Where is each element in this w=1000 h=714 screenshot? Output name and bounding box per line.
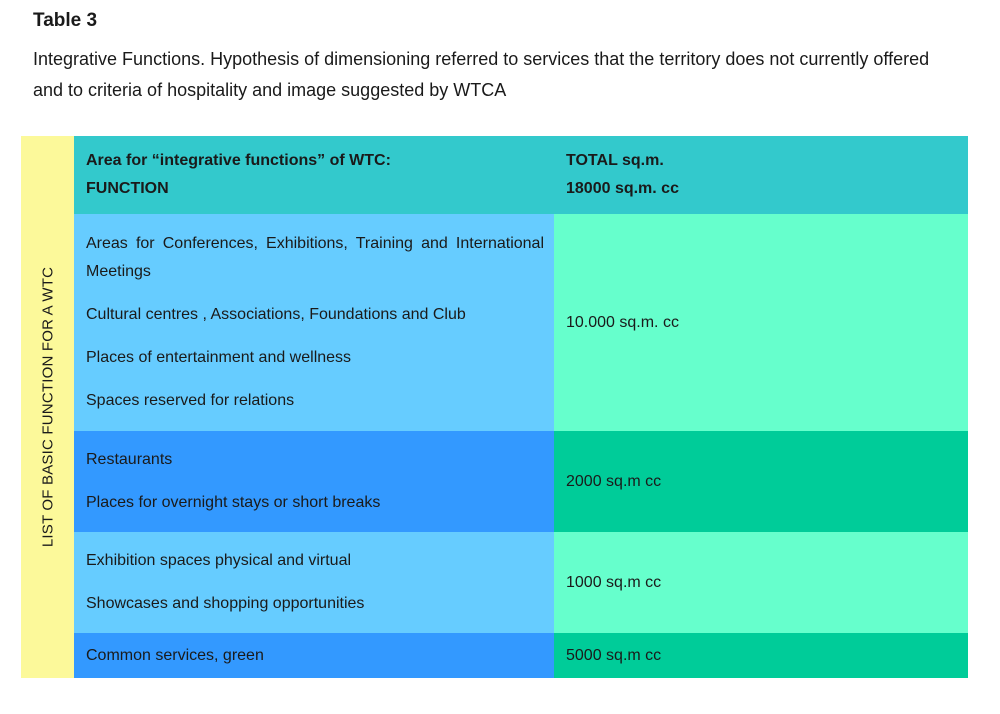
side-column: [21, 136, 74, 678]
function-item: Exhibition spaces physical and virtual: [86, 552, 352, 569]
function-item: Places for overnight stays or short breaks: [86, 494, 381, 511]
area-value: 1000 sq.m cc: [566, 573, 662, 591]
area-value: 2000 sq.m cc: [566, 472, 662, 490]
function-item: Spaces reserved for relations: [86, 392, 295, 409]
table-title: Table 3: [33, 10, 98, 31]
header-function-line2: FUNCTION: [86, 180, 169, 197]
header-function-cell: [74, 136, 554, 214]
header-total-line1: TOTAL sq.m.: [566, 152, 664, 169]
area-value: 10.000 sq.m. cc: [566, 313, 679, 331]
function-cell: [74, 214, 554, 431]
area-cell: [554, 214, 968, 431]
header-total-cell: [554, 136, 968, 214]
table-grid: [74, 136, 968, 678]
table-row: [74, 431, 968, 532]
area-cell: [554, 431, 968, 532]
function-cell: [74, 431, 554, 532]
table-caption: Integrative Functions. Hypothesis of dimensioning referred to services that the territory does not currently offered and to criteria of hospitality and image suggested by WTCA: [33, 49, 930, 100]
function-item: Showcases and shopping opportunities: [86, 595, 365, 612]
table-row: [74, 214, 968, 431]
function-item: Restaurants: [86, 451, 173, 468]
table-row: [74, 532, 968, 633]
function-cell: [74, 633, 554, 678]
area-cell: [554, 532, 968, 633]
function-item: Areas for Conferences, Exhibitions, Training and International Meetings: [86, 235, 544, 280]
side-label: LIST OF BASIC FUNCTION FOR A WTC: [39, 266, 56, 548]
header-function-line1: Area for “integrative functions” of WTC:: [86, 152, 391, 169]
function-cell: [74, 532, 554, 633]
functions-table: [21, 136, 968, 678]
area-cell: [554, 633, 968, 678]
function-item: Common services, green: [86, 646, 264, 664]
area-value: 5000 sq.m cc: [566, 646, 662, 664]
function-item: Places of entertainment and wellness: [86, 349, 352, 366]
function-item: Cultural centres , Associations, Foundations and Club: [86, 306, 466, 323]
header-total-line2: 18000 sq.m. cc: [566, 180, 679, 197]
header-row: [74, 136, 968, 214]
table-row: [74, 633, 968, 678]
